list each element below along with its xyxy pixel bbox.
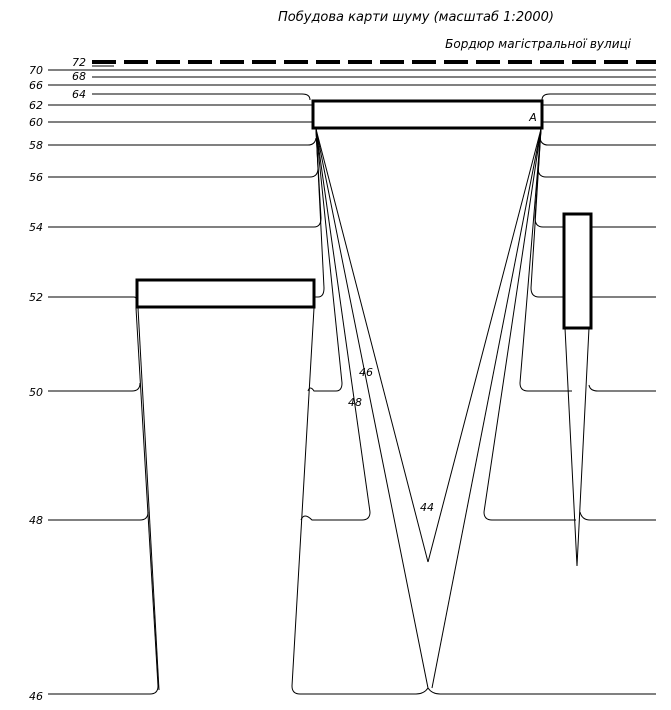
level-ticks (48, 66, 114, 694)
building-1 (137, 280, 314, 307)
building-2 (564, 214, 591, 328)
road-curb-label: Бордюр магістральної вулиці (445, 37, 631, 51)
level-label-66: 66 (29, 79, 43, 92)
left-line-58 (48, 138, 316, 145)
drawing-title: Побудова карти шуму (масштаб 1:2000) (278, 10, 554, 25)
left-line-64 (92, 94, 310, 100)
level-label-72: 72 (72, 56, 86, 69)
right-line-52-a (531, 288, 563, 297)
level-label-70: 70 (29, 64, 43, 77)
contour-48-right (484, 129, 541, 512)
source-contours (316, 129, 656, 694)
building-2-wedge (565, 328, 589, 566)
level-label-62: 62 (29, 99, 43, 112)
contour-annotation-48: 48 (348, 396, 362, 409)
contour-46-right (432, 129, 541, 688)
building-2-shadow (565, 328, 589, 566)
left-line-52-a (48, 297, 137, 303)
left-line-48-b (301, 512, 370, 520)
level-label-50: 50 (29, 386, 43, 399)
building-1-left-edge (136, 308, 158, 686)
building-1-contours (136, 308, 428, 694)
building-1-left-edge-2 (138, 308, 159, 690)
left-line-46-a (48, 686, 158, 694)
level-label-68: 68 (72, 70, 86, 83)
noise-source-label: A (529, 111, 537, 124)
right-line-48-b (580, 512, 656, 520)
level-label-58: 58 (29, 139, 43, 152)
contour-48-left (316, 129, 370, 512)
level-label-54: 54 (29, 221, 43, 234)
left-line-50-a (48, 383, 140, 391)
right-line-54-a (535, 218, 563, 227)
right-line-56 (538, 168, 656, 177)
right-line-50-a (520, 383, 572, 391)
contour-44-right (428, 129, 541, 562)
left-line-50-b (308, 383, 342, 391)
level-label-48: 48 (29, 514, 43, 527)
contour-50-left (316, 129, 342, 383)
right-line-48-a (484, 512, 576, 520)
noise-source-a (313, 101, 542, 128)
level-label-46: 46 (29, 690, 43, 703)
right-line-64 (542, 94, 656, 100)
level-label-52: 52 (29, 291, 43, 304)
right-line-50-b (589, 385, 656, 391)
left-line-56 (48, 168, 318, 177)
contour-annotation-44: 44 (420, 501, 434, 514)
full-width-level-lines (48, 70, 656, 85)
left-line-54 (48, 218, 321, 227)
left-line-48-a (48, 512, 148, 520)
contour-44-left (316, 129, 428, 562)
level-labels (29, 56, 86, 703)
right-line-58 (540, 138, 656, 145)
level-label-64: 64 (72, 88, 86, 101)
level-label-60: 60 (29, 116, 43, 129)
level-label-56: 56 (29, 171, 43, 184)
contour-annotation-46: 46 (359, 366, 373, 379)
